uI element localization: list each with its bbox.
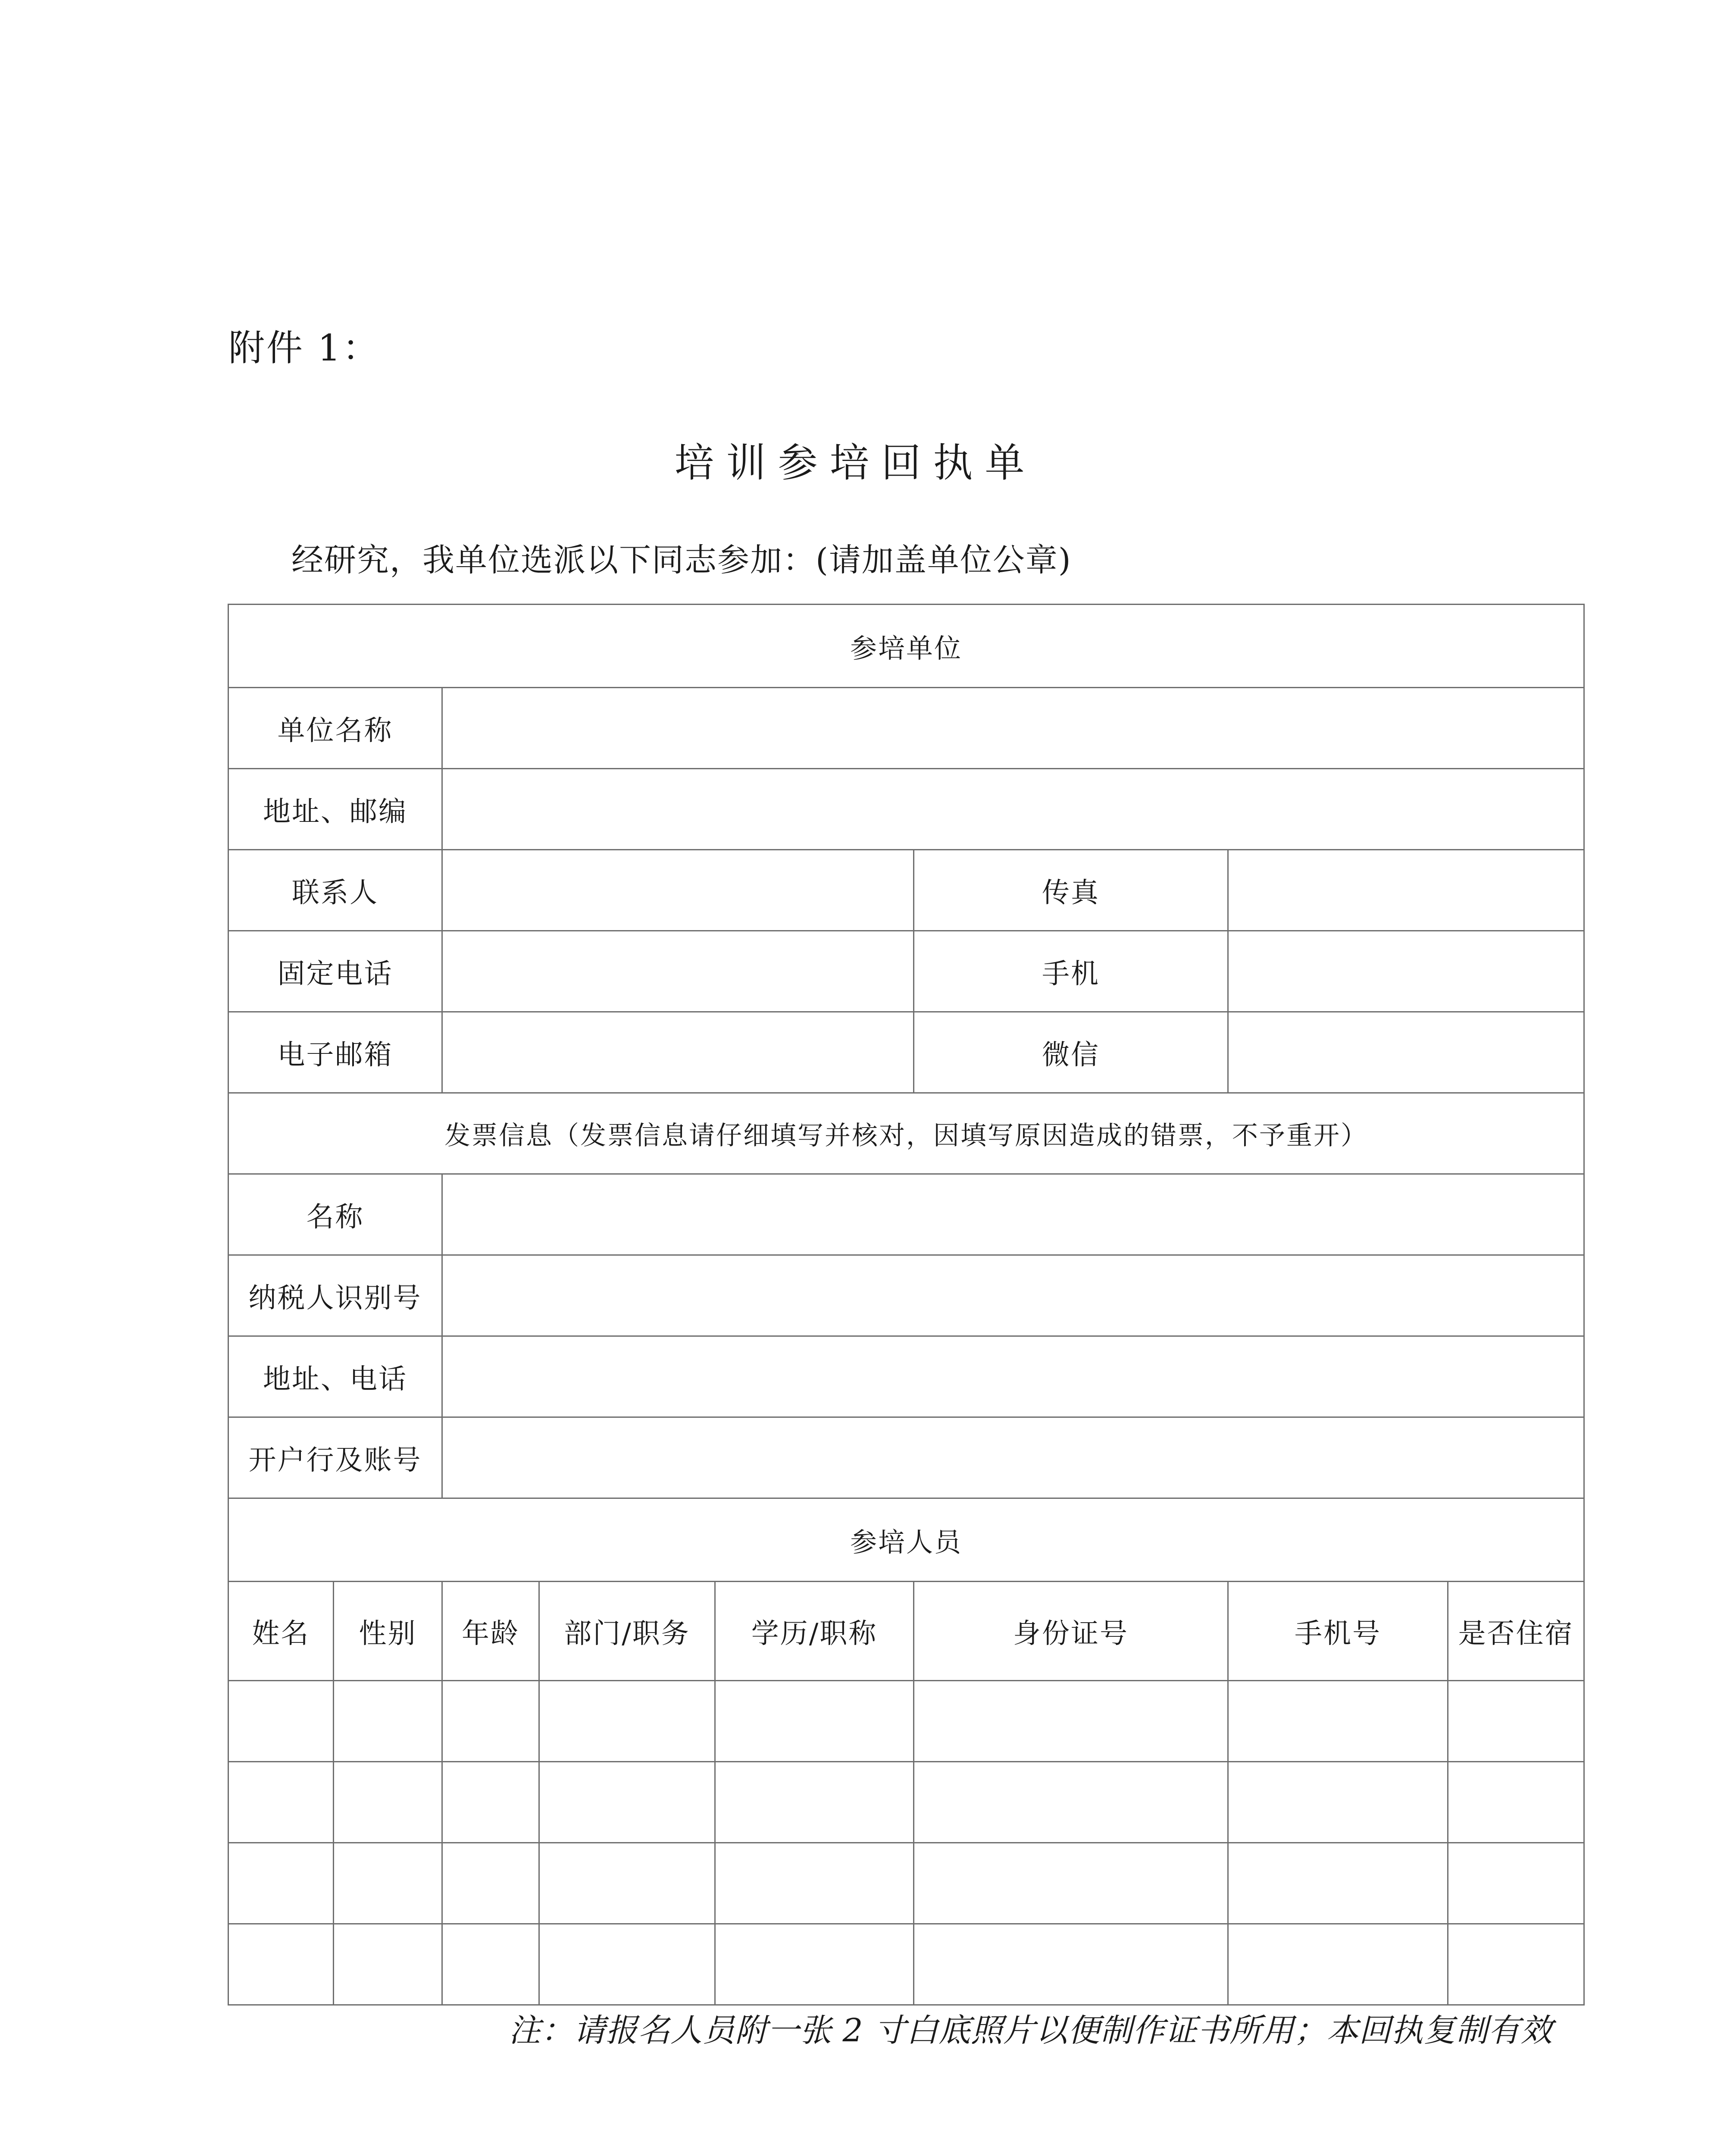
unit-name-row	[228, 688, 1584, 769]
participant-cell[interactable]	[1228, 1924, 1448, 2005]
col-header-name: 姓名	[228, 1582, 334, 1681]
fax-label	[914, 850, 1228, 931]
section-unit-row	[228, 605, 1584, 688]
col-header-accommodation: 是否住宿	[1448, 1582, 1584, 1681]
participant-row	[228, 1924, 1584, 2005]
col-header-gender: 性别	[334, 1582, 442, 1681]
form-title: 培训参培回执单	[674, 440, 1037, 486]
section-unit-header: 参培单位	[228, 605, 1584, 688]
participant-cell[interactable]	[539, 1681, 715, 1762]
address-postcode-row	[228, 769, 1584, 850]
participant-cell[interactable]	[539, 1843, 715, 1924]
participant-cell[interactable]	[1448, 1762, 1584, 1843]
wechat-label-text: 微信	[1042, 1039, 1100, 1071]
participant-row	[228, 1681, 1584, 1762]
unit-name-field[interactable]	[442, 688, 1584, 769]
col-header-department: 部门/职务	[539, 1582, 715, 1681]
participant-cell[interactable]	[334, 1924, 442, 2005]
participant-cell[interactable]	[228, 1924, 334, 2005]
participant-cell[interactable]	[715, 1681, 914, 1762]
participant-cell[interactable]	[914, 1762, 1228, 1843]
mobile-label	[914, 931, 1228, 1012]
participant-header-row	[228, 1582, 1584, 1681]
address-postcode-field[interactable]	[442, 769, 1584, 850]
col-header-age: 年龄	[442, 1582, 539, 1681]
participant-cell[interactable]	[334, 1762, 442, 1843]
wechat-field[interactable]	[1228, 1012, 1584, 1093]
intro-text: 经研究，我单位选派以下同志参加：(请加盖单位公章)	[291, 542, 1072, 579]
participant-cell[interactable]	[334, 1681, 442, 1762]
col-header-education: 学历/职称	[715, 1582, 914, 1681]
participant-cell[interactable]	[715, 1762, 914, 1843]
contact-fax-row	[228, 850, 1584, 931]
col-header-id-number: 身份证号	[914, 1582, 1228, 1681]
taxpayer-id-field[interactable]	[442, 1255, 1584, 1336]
landline-label: 固定电话	[228, 931, 442, 1012]
invoice-address-field[interactable]	[442, 1336, 1584, 1417]
section-invoice-header: 发票信息（发票信息请仔细填写并核对，因填写原因造成的错票，不予重开）	[228, 1093, 1584, 1174]
taxpayer-id-label: 纳税人识别号	[228, 1255, 442, 1336]
participant-row	[228, 1762, 1584, 1843]
fax-field[interactable]	[1228, 850, 1584, 931]
participant-row	[228, 1843, 1584, 1924]
contact-label: 联系人	[228, 850, 442, 931]
email-label: 电子邮箱	[228, 1012, 442, 1093]
participant-cell[interactable]	[914, 1681, 1228, 1762]
invoice-name-label: 名称	[228, 1174, 442, 1255]
participant-cell[interactable]	[1448, 1843, 1584, 1924]
unit-name-label: 单位名称	[228, 688, 442, 769]
col-header-mobile: 手机号	[1228, 1582, 1448, 1681]
mobile-label-text: 手机	[1042, 958, 1100, 990]
address-postcode-label: 地址、邮编	[228, 769, 442, 850]
participant-cell[interactable]	[914, 1843, 1228, 1924]
participant-cell[interactable]	[442, 1681, 539, 1762]
fax-label-text: 传真	[1042, 877, 1100, 909]
bank-account-label: 开户行及账号	[228, 1417, 442, 1498]
bank-account-row	[228, 1417, 1584, 1498]
invoice-address-row	[228, 1336, 1584, 1417]
participant-cell[interactable]	[1228, 1843, 1448, 1924]
participant-cell[interactable]	[1228, 1681, 1448, 1762]
registration-form-table	[228, 604, 1585, 2006]
invoice-address-label: 地址、电话	[228, 1336, 442, 1417]
mobile-field[interactable]	[1228, 931, 1584, 1012]
participant-cell[interactable]	[539, 1762, 715, 1843]
contact-field[interactable]	[442, 850, 914, 931]
section-participants-header: 参培人员	[228, 1498, 1584, 1582]
invoice-name-field[interactable]	[442, 1174, 1584, 1255]
taxpayer-id-row	[228, 1255, 1584, 1336]
participant-cell[interactable]	[442, 1843, 539, 1924]
participant-cell[interactable]	[334, 1843, 442, 1924]
participant-cell[interactable]	[228, 1843, 334, 1924]
invoice-name-row	[228, 1174, 1584, 1255]
participant-cell[interactable]	[715, 1843, 914, 1924]
email-field[interactable]	[442, 1012, 914, 1093]
email-wechat-row	[228, 1012, 1584, 1093]
attachment-label: 附件 1：	[228, 327, 381, 369]
participant-cell[interactable]	[539, 1924, 715, 2005]
landline-mobile-row	[228, 931, 1584, 1012]
participant-cell[interactable]	[228, 1762, 334, 1843]
participant-cell[interactable]	[1448, 1924, 1584, 2005]
section-participants-row	[228, 1498, 1584, 1582]
participant-cell[interactable]	[442, 1924, 539, 2005]
section-invoice-row	[228, 1093, 1584, 1174]
wechat-label	[914, 1012, 1228, 1093]
participant-cell[interactable]	[442, 1762, 539, 1843]
participant-cell[interactable]	[228, 1681, 334, 1762]
footnote: 注：请报名人员附一张 2 寸白底照片以便制作证书所用；本回执复制有效	[509, 2012, 1553, 2049]
landline-field[interactable]	[442, 931, 914, 1012]
participant-cell[interactable]	[914, 1924, 1228, 2005]
participant-cell[interactable]	[1448, 1681, 1584, 1762]
participant-cell[interactable]	[1228, 1762, 1448, 1843]
bank-account-field[interactable]	[442, 1417, 1584, 1498]
participant-cell[interactable]	[715, 1924, 914, 2005]
